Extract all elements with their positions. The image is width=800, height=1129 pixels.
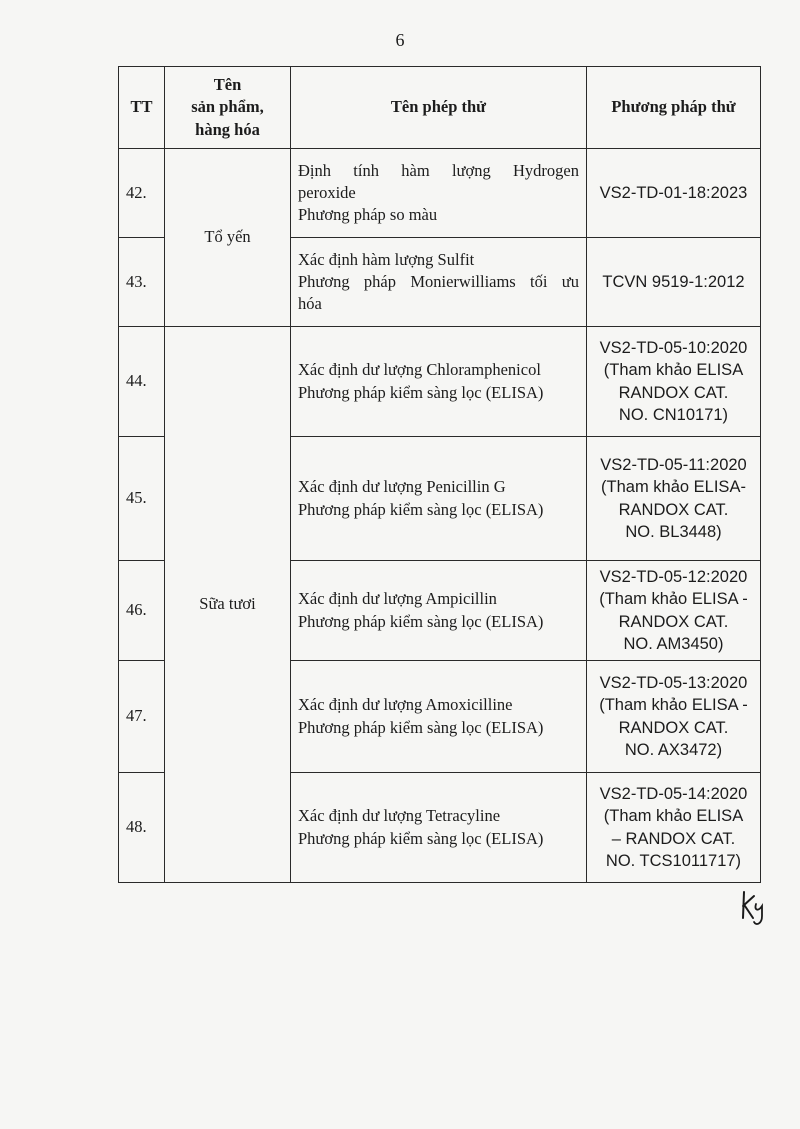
method-reference: (Tham khảo ELISA - — [599, 696, 748, 715]
header-tt: TT — [119, 67, 165, 149]
test-name-line: Xác định dư lượng Amoxicilline — [298, 695, 513, 715]
method-code: VS2-TD-05-12:2020 — [599, 568, 748, 587]
test-method-line: Phương pháp kiểm sàng lọc (ELISA) — [298, 382, 544, 402]
test-name-line: Xác định dư lượng Chloramphenicol — [298, 360, 541, 380]
test-name-cell — [291, 437, 587, 561]
method-code: VS2-TD-05-10:2020 — [599, 339, 748, 358]
header-product-line: hàng hóa — [195, 119, 260, 139]
method-reference: RANDOX CAT. — [618, 718, 729, 737]
test-name-line: Xác định hàm lượng Sulfit — [298, 249, 475, 269]
table-row — [119, 327, 761, 437]
method-reference: RANDOX CAT. — [618, 500, 729, 519]
test-name-cell — [291, 327, 587, 437]
method-cell — [587, 561, 761, 661]
test-name-cell — [291, 773, 587, 883]
header-product-line: Tên — [213, 75, 242, 95]
row-number: 47. — [119, 661, 165, 773]
test-method-line: Phương pháp kiểm sàng lọc (ELISA) — [298, 717, 544, 737]
test-method-line: Phương pháp kiểm sàng lọc (ELISA) — [298, 611, 544, 631]
method-reference: (Tham khảo ELISA — [603, 361, 744, 380]
test-methods-table — [118, 66, 761, 883]
method-reference: RANDOX CAT. — [618, 612, 729, 631]
test-name-cell — [291, 561, 587, 661]
method-code: VS2-TD-05-11:2020 — [600, 456, 747, 475]
method-code: VS2-TD-05-14:2020 — [599, 785, 748, 804]
page-number: 6 — [395, 30, 405, 50]
test-method-line: hóa — [298, 294, 322, 314]
test-method-line: Phương pháp kiểm sàng lọc (ELISA) — [298, 828, 544, 848]
row-number: 46. — [119, 561, 165, 661]
method-cell — [587, 661, 761, 773]
method-cell — [587, 149, 761, 238]
method-code: VS2-TD-05-13:2020 — [599, 674, 748, 693]
method-reference: NO. AX3472) — [624, 740, 723, 759]
test-method-line: Phương pháp kiểm sàng lọc (ELISA) — [298, 499, 544, 519]
test-name-line: Xác định dư lượng Ampicillin — [298, 589, 497, 609]
header-test-method: Phương pháp thử — [587, 67, 761, 149]
method-cell — [587, 327, 761, 437]
method-reference: (Tham khảo ELISA — [603, 807, 744, 826]
test-name-cell — [291, 661, 587, 773]
method-reference: NO. AM3450) — [623, 634, 724, 653]
table-header-row — [119, 67, 761, 149]
test-name-line: Xác định dư lượng Penicillin G — [298, 477, 506, 497]
test-name-cell — [291, 238, 587, 327]
method-cell — [587, 773, 761, 883]
method-code: VS2-TD-01-18:2023 — [599, 183, 748, 202]
handwritten-initials-signature — [738, 888, 774, 928]
test-name-line: peroxide — [298, 182, 356, 202]
test-name-cell — [291, 149, 587, 238]
method-code: TCVN 9519-1:2012 — [602, 272, 745, 291]
method-reference: NO. TCS1011717) — [605, 851, 742, 870]
method-reference: (Tham khảo ELISA - — [599, 590, 748, 609]
table-row — [119, 149, 761, 238]
product-cell: Tổ yến — [165, 149, 291, 327]
row-number: 45. — [119, 437, 165, 561]
row-number: 44. — [119, 327, 165, 437]
method-reference: – RANDOX CAT. — [611, 829, 736, 848]
method-reference: NO. BL3448) — [625, 522, 722, 541]
test-method-line: Phương pháp Monierwilliams tối ưu — [298, 271, 579, 291]
header-test-name: Tên phép thử — [291, 67, 587, 149]
method-reference: (Tham khảo ELISA- — [601, 478, 746, 497]
row-number: 43. — [119, 238, 165, 327]
method-cell — [587, 238, 761, 327]
test-name-line: Định tính hàm lượng Hydrogen — [298, 160, 579, 180]
method-cell — [587, 437, 761, 561]
test-name-line: Xác định dư lượng Tetracyline — [298, 806, 501, 826]
header-product-line: sản phẩm, — [191, 97, 264, 117]
header-product — [165, 67, 291, 149]
method-reference: NO. CN10171) — [618, 405, 729, 424]
method-reference: RANDOX CAT. — [618, 383, 729, 402]
product-cell: Sữa tươi — [165, 327, 291, 883]
row-number: 48. — [119, 773, 165, 883]
row-number: 42. — [119, 149, 165, 238]
test-method-line: Phương pháp so màu — [298, 205, 438, 225]
